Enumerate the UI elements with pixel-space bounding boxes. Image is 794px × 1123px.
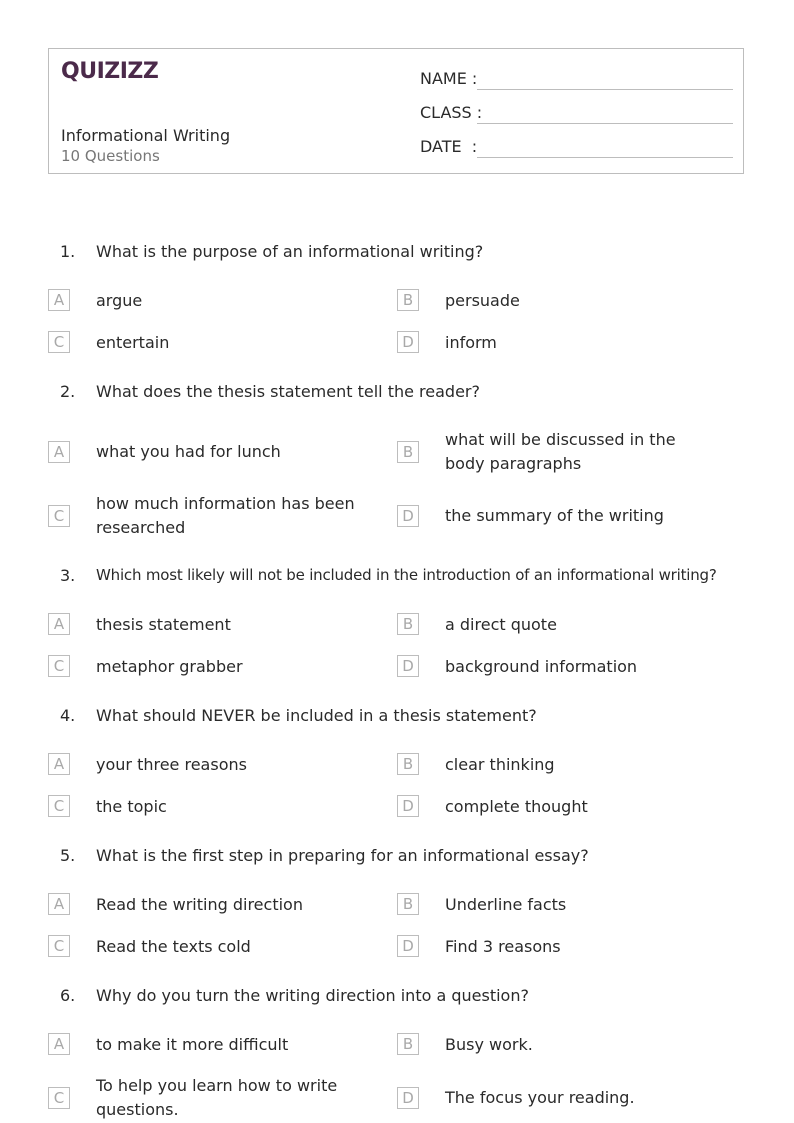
option-d-text: complete thought [445, 797, 588, 816]
question-number: 1. [60, 242, 76, 261]
option-c-text: how much information has been researched [96, 494, 355, 537]
option-d-text: background information [445, 657, 638, 676]
option-c-box[interactable]: C [48, 505, 70, 527]
question-text: What does the thesis statement tell the reader? [96, 382, 480, 401]
option-d-box[interactable]: D [397, 331, 419, 353]
option-a-text: what you had for lunch [96, 442, 281, 461]
option-d-box[interactable]: D [397, 795, 419, 817]
quizizz-logo: QUIZIZZ [61, 59, 159, 84]
option-a-text: Read the writing direction [96, 895, 303, 914]
name-line[interactable] [477, 89, 733, 90]
option-b-box[interactable]: B [397, 613, 419, 635]
option-a-box[interactable]: A [48, 893, 70, 915]
option-a-text: argue [96, 291, 143, 310]
option-b-text: a direct quote [445, 615, 557, 634]
option-c-text: the topic [96, 797, 167, 816]
option-c-box[interactable]: C [48, 331, 70, 353]
worksheet-title: Informational Writing [61, 126, 231, 145]
date-label: DATE : [420, 137, 478, 156]
option-a-box[interactable]: A [48, 613, 70, 635]
option-a-box[interactable]: A [48, 753, 70, 775]
option-d-text: The focus your reading. [445, 1088, 635, 1107]
option-b-text: persuade [445, 291, 520, 310]
option-b-box[interactable]: B [397, 441, 419, 463]
option-b-box[interactable]: B [397, 289, 419, 311]
option-d-box[interactable]: D [397, 655, 419, 677]
question-number: 2. [60, 382, 76, 401]
question-text: What is the first step in preparing for an informational essay? [96, 846, 589, 865]
option-a-box[interactable]: A [48, 441, 70, 463]
option-c-box[interactable]: C [48, 795, 70, 817]
option-c-text: Read the texts cold [96, 937, 251, 956]
option-a-text: your three reasons [96, 755, 247, 774]
option-d-text: inform [445, 333, 497, 352]
class-line[interactable] [477, 123, 733, 124]
question-text: Why do you turn the writing direction into a question? [96, 986, 529, 1005]
option-b-text: clear thinking [445, 755, 555, 774]
option-a-text: to make it more difficult [96, 1035, 289, 1054]
option-b-text: Underline facts [445, 895, 567, 914]
question-number: 4. [60, 706, 76, 725]
option-d-text: the summary of the writing [445, 506, 664, 525]
option-c-box[interactable]: C [48, 1087, 70, 1109]
question-number: 6. [60, 986, 76, 1005]
option-d-box[interactable]: D [397, 935, 419, 957]
worksheet-header [48, 48, 744, 174]
question-number: 3. [60, 566, 76, 585]
option-a-box[interactable]: A [48, 289, 70, 311]
option-c-box[interactable]: C [48, 655, 70, 677]
class-label: CLASS : [420, 103, 483, 122]
option-d-box[interactable]: D [397, 1087, 419, 1109]
question-text: Which most likely will not be included in the introduction of an informational writing? [96, 566, 717, 584]
option-d-text: Find 3 reasons [445, 937, 561, 956]
date-line[interactable] [477, 157, 733, 158]
option-d-box[interactable]: D [397, 505, 419, 527]
name-label: NAME : [420, 69, 478, 88]
question-text: What should NEVER be included in a thesis statement? [96, 706, 537, 725]
option-c-text: entertain [96, 333, 170, 352]
option-b-box[interactable]: B [397, 753, 419, 775]
option-a-box[interactable]: A [48, 1033, 70, 1055]
question-number: 5. [60, 846, 76, 865]
option-c-box[interactable]: C [48, 935, 70, 957]
question-count: 10 Questions [61, 147, 160, 165]
option-b-box[interactable]: B [397, 893, 419, 915]
question-text: What is the purpose of an informational writing? [96, 242, 484, 261]
option-c-text: To help you learn how to write questions. [96, 1076, 338, 1119]
option-a-text: thesis statement [96, 615, 231, 634]
option-b-box[interactable]: B [397, 1033, 419, 1055]
option-b-text: what will be discussed in the body paragraphs [445, 430, 676, 473]
option-b-text: Busy work. [445, 1035, 533, 1054]
option-c-text: metaphor grabber [96, 657, 243, 676]
